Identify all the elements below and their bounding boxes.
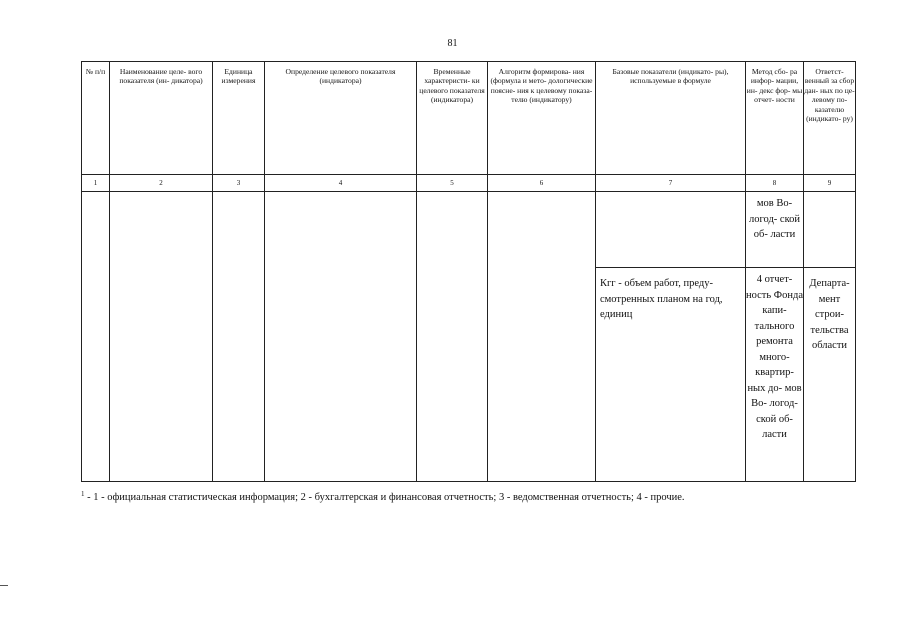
table-cell bbox=[488, 192, 596, 482]
collection-method-cell: мов Во- логод- ской об- ласти bbox=[746, 192, 804, 268]
column-number: 9 bbox=[804, 175, 856, 192]
column-number: 6 bbox=[488, 175, 596, 192]
header-cell: Базовые показатели (индикато- ры), используемые в формуле bbox=[596, 62, 746, 175]
table-cell bbox=[213, 192, 265, 482]
header-cell: № п/п bbox=[82, 62, 110, 175]
column-number: 3 bbox=[213, 175, 265, 192]
header-cell: Временные характеристи- ки целевого показателя (индикатора) bbox=[417, 62, 488, 175]
table-header-row bbox=[82, 62, 856, 175]
column-number: 7 bbox=[596, 175, 746, 192]
table-cell bbox=[265, 192, 417, 482]
base-indicator-cell: Кгг - объем работ, преду- смотренных планом на год, единиц bbox=[596, 268, 746, 482]
header-cell: Ответст- венный за сбор дан- ных по це- левому по- казателю (индикато- ру) bbox=[804, 62, 856, 175]
column-number: 8 bbox=[746, 175, 804, 192]
header-cell: Наименование целе- вого показателя (ин- дикатора) bbox=[110, 62, 213, 175]
responsible-cell: Департа- мент строи- тельства области bbox=[804, 268, 856, 482]
header-cell: Единица измерения bbox=[213, 62, 265, 175]
column-number: 2 bbox=[110, 175, 213, 192]
column-number: 1 bbox=[82, 175, 110, 192]
margin-mark bbox=[0, 585, 8, 586]
table-cell bbox=[82, 192, 110, 482]
footnote-marker: 1 bbox=[81, 490, 85, 498]
table-cell bbox=[417, 192, 488, 482]
table-cell bbox=[110, 192, 213, 482]
base-indicator-cell bbox=[596, 192, 746, 268]
column-number: 4 bbox=[265, 175, 417, 192]
header-cell: Определение целевого показателя (индикатора) bbox=[265, 62, 417, 175]
table-row bbox=[82, 192, 856, 268]
indicator-table bbox=[81, 61, 856, 482]
page-number: 81 bbox=[447, 38, 458, 49]
column-number: 5 bbox=[417, 175, 488, 192]
column-number-row bbox=[82, 175, 856, 192]
responsible-cell bbox=[804, 192, 856, 268]
header-cell: Алгоритм формирова- ния (формула и мето- дологические поясне- ния к целевому показа- телю (индикатору) bbox=[488, 62, 596, 175]
collection-method-cell: 4 отчет- ность Фонда капи- тального ремонта много- квартир- ных до- мов Во- логод- ской об- ласти bbox=[746, 268, 804, 482]
footnote-text: - 1 - официальная статистическая информация; 2 - бухгалтерская и финансовая отчетность; 3 - ведомственная отчетность; 4 - прочие. bbox=[84, 492, 685, 503]
header-cell: Метод сбо- ра инфор- мации, ин- декс фор- мы отчет- ности bbox=[746, 62, 804, 175]
footnote bbox=[81, 492, 685, 503]
